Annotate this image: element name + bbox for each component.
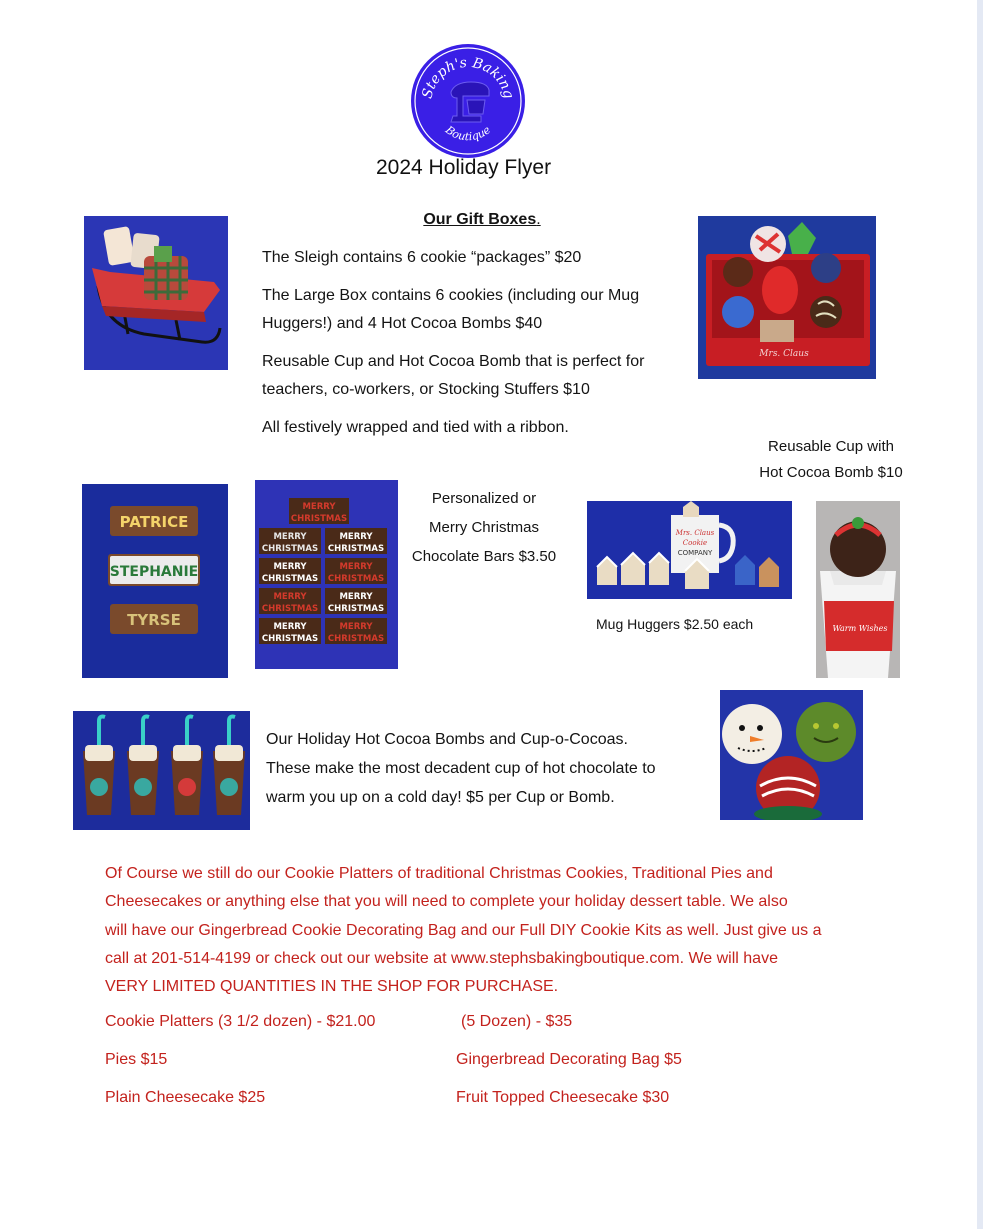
price-cookie-platters-5-dozen: (5 Dozen) - $35 [461,1013,573,1030]
reusable-cup-caption [740,434,922,486]
merry-bar-b1: MERRY [339,532,373,542]
price-pies: Pies $15 [105,1051,168,1068]
platters-line-3: will have our Gingerbread Cookie Decorating Bag and our Full DIY Cookie Kits as well. Just give us a [105,921,822,939]
merry-bar-g1: MERRY [273,622,307,632]
chocolate-bars-caption [398,484,570,571]
cocoa-caption-line-1: Our Holiday Hot Cocoa Bombs and Cup-o-Cocoas. [266,731,628,748]
cup-o-cocoas-photo [73,711,250,830]
name-bar-1: PATRICE [119,513,189,531]
cocoa-caption-line-3: warm you up on a cold day! $5 per Cup or Bomb. [266,789,615,806]
name-bar-3: TYRSE [127,611,181,629]
price-gingerbread-bag: Gingerbread Decorating Bag $5 [456,1051,682,1068]
merry-bar-h2: CHRISTMAS [327,634,385,644]
page-edge [977,0,983,1229]
merry-bar-c1: MERRY [273,562,307,572]
gift-boxes-heading-period: . [536,211,541,228]
merry-bar-f2: CHRISTMAS [327,604,385,614]
svg-text:Boutique [442,123,493,144]
logo-top-text: Steph's Baking [419,54,517,101]
name-bars-photo [82,484,228,678]
brand-logo [411,44,525,158]
large-box-photo [698,216,876,379]
merry-bar-top-word: MERRY [302,502,336,512]
box-label-text: Mrs. Claus [759,349,809,359]
merry-bar-e1: MERRY [273,592,307,602]
merry-christmas-bars-photo [255,480,398,669]
mug-label-1: Mrs. Claus [675,529,715,537]
reusable-cup-line-1: Reusable Cup and Hot Cocoa Bomb that is perfect for [262,353,645,370]
chocolate-bars-caption-line-2: Merry Christmas [428,519,539,536]
gift-boxes-section [262,206,692,442]
cocoa-caption-line-2: These make the most decadent cup of hot chocolate to [266,760,656,777]
merry-bar-g2: CHRISTMAS [261,634,319,644]
platters-line-5: VERY LIMITED QUANTITIES IN THE SHOP FOR PURCHASE. [105,978,559,996]
reusable-cup-photo [816,501,900,678]
merry-bar-b2: CHRISTMAS [327,544,385,554]
platters-line-2: Cheesecakes or anything else that you will need to complete your holiday dessert table. We also [105,893,788,911]
platters-paragraph [105,860,925,1001]
price-plain-cheesecake: Plain Cheesecake $25 [105,1089,266,1106]
mug-huggers-caption: Mug Huggers $2.50 each [596,616,754,632]
merry-bar-e2: CHRISTMAS [261,604,319,614]
merry-bar-h1: MERRY [339,622,373,632]
merry-bar-f1: MERRY [339,592,373,602]
price-fruit-cheesecake: Fruit Topped Cheesecake $30 [456,1089,670,1106]
cocoa-caption [266,725,716,812]
mug-label-3: COMPANY [677,549,713,557]
platters-line-1: Of Course we still do our Cookie Platters of traditional Christmas Cookies, Traditional Pies and [105,865,773,882]
merry-bar-a2: CHRISTMAS [261,544,319,554]
sleigh-photo [84,216,228,370]
reusable-cup-caption-line-1: Reusable Cup with [768,438,894,455]
merry-bar-top-word-2: CHRISTMAS [290,514,348,524]
merry-bar-a1: MERRY [273,532,307,542]
cup-label-text: Warm Wishes [832,624,888,633]
logo-bottom-text: Boutique [443,123,493,144]
reusable-cup-line-2: teachers, co-workers, or Stocking Stuffers $10 [262,381,590,398]
name-bar-2: STEPHANIE [109,564,199,580]
merry-bar-d2: CHRISTMAS [327,574,385,584]
mug-label-2: Cookie [682,539,708,547]
platters-line-4: call at 201-514-4199 or check out our website at www.stephsbakingboutique.com. We will have [105,949,778,967]
wrapped-line: All festively wrapped and tied with a ribbon. [262,419,569,436]
reusable-cup-caption-line-2: Hot Cocoa Bomb $10 [759,464,903,481]
chocolate-bars-caption-line-3: Chocolate Bars $3.50 [411,548,557,565]
mug-huggers-photo [587,501,792,599]
gift-boxes-heading: Our Gift Boxes [423,211,537,228]
merry-bar-d1: MERRY [339,562,373,572]
merry-bar-c2: CHRISTMAS [261,574,319,584]
large-box-line-1: The Large Box contains 6 cookies (including our Mug [262,287,640,304]
large-box-line-2: Huggers!) and 4 Hot Cocoa Bombs $40 [262,315,543,332]
sleigh-line: The Sleigh contains 6 cookie “packages” $20 [262,249,582,266]
page-title: 2024 Holiday Flyer [376,156,552,179]
cocoa-bombs-photo [720,690,863,820]
price-cookie-platters: Cookie Platters (3 1/2 dozen) - $21.00 [105,1013,376,1030]
chocolate-bars-caption-line-1: Personalized or [431,490,537,507]
